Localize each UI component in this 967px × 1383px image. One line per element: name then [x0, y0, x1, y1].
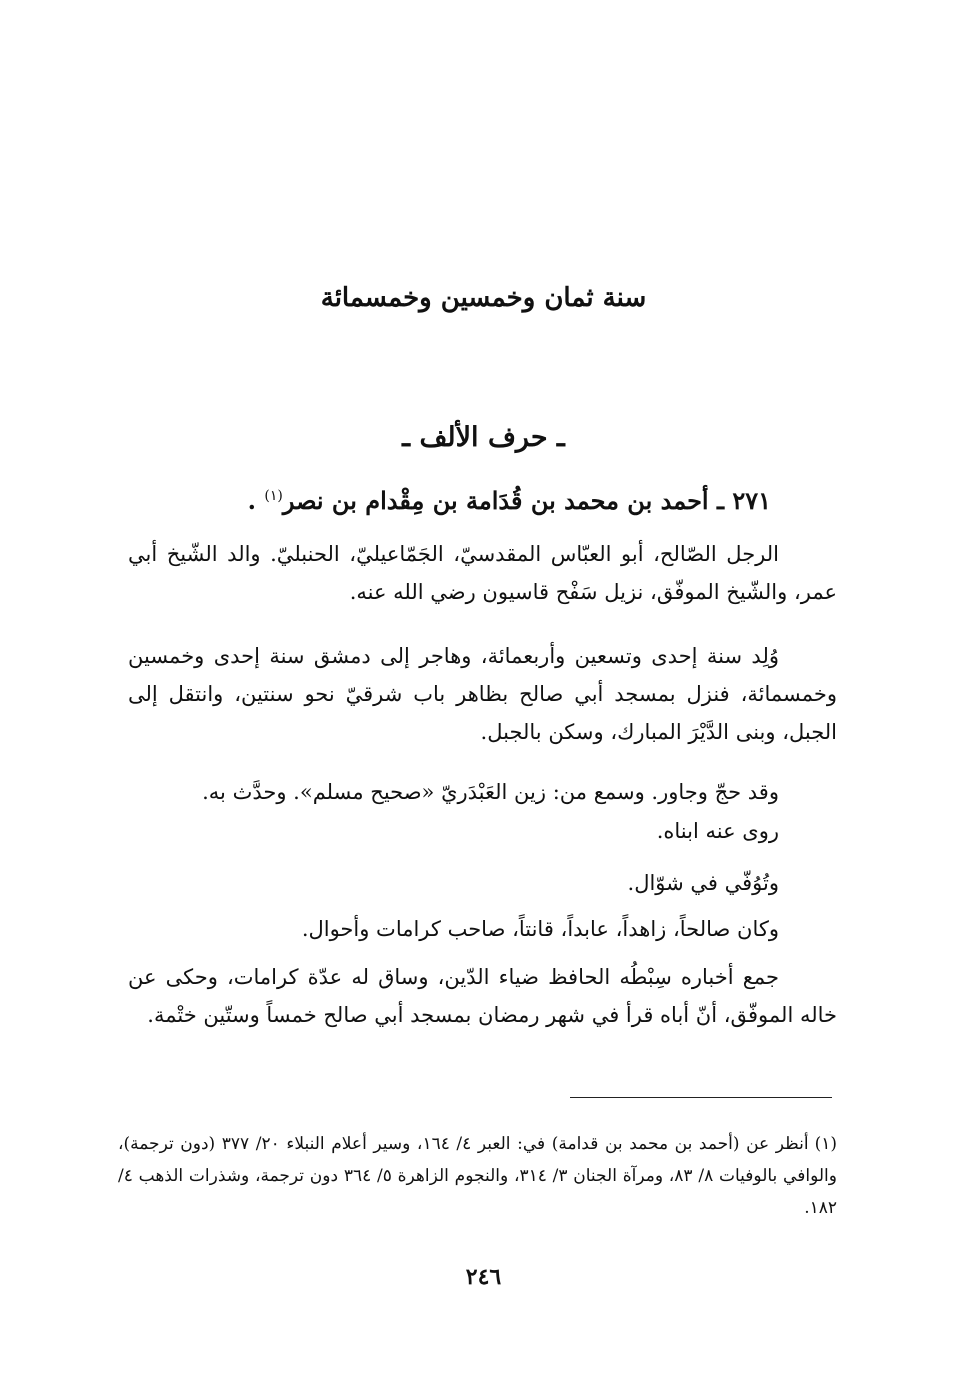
paragraph-3: [128, 773, 837, 811]
year-title: سنة ثمان وخمسين وخمسمائة: [320, 283, 647, 313]
footnote: [118, 1128, 837, 1224]
paragraph-text: جمع أخباره سِبْطُه الحافظ ضياء الدّين، وساق له عدّة كرامات، وحكى عن خاله الموفّق، أنّ أباه قرأ في شهر رمضان بمسجد أبي صالح خمساً وستّين ختْمة.: [128, 965, 837, 1027]
paragraph-6: وكان صالحاً، زاهداً، عابداً، قانتاً، صاحب كرامات وأحوال.: [301, 917, 779, 941]
page-number: ٢٤٦: [465, 1264, 502, 1290]
paragraph-5: وتُوُفّي في شوّال.: [627, 871, 779, 895]
footnote-reference[interactable]: (١): [264, 488, 283, 504]
paragraph-2: [128, 637, 837, 751]
paragraph-7: [128, 958, 837, 1034]
footnote-divider: [570, 1097, 832, 1098]
entry-heading-text: ٢٧١ ـ أحمد بن محمد بن قُدَامة بن مِقْدام بن نصر: [282, 486, 771, 515]
paragraph-4: روى عنه ابناه.: [656, 819, 779, 843]
paragraph-1: [128, 535, 837, 611]
section-title: ـ حرف الألف ـ: [402, 422, 565, 453]
footnote-mark: (١): [814, 1134, 837, 1154]
paragraph-text: الرجل الصّالح، أبو العبّاس المقدسيّ، الجَمّاعيليّ، الحنبليّ. والد الشّيخ أبي عمر، والشّيخ الموفّق، نزيل سَفْح قاسيون رضي الله عنه.: [128, 542, 837, 604]
paragraph-text: وقد حجّ وجاور. وسمع من: زين العَبْدَريّ «صحيح مسلم». وحدَّث به.: [202, 780, 779, 804]
entry-heading-end: .: [247, 486, 265, 515]
entry-heading: [120, 474, 771, 523]
footnote-text: أنظر عن (أحمد بن محمد بن قدامة) في: العبر ٤/ ١٦٤، وسير أعلام النبلاء ٢٠/ ٣٧٧ (دون ترجمة)، والوافي بالوفيات ٨/ ٨٣، ومرآة الجنان ٣/ ٣١٤، والنجوم الزاهرة ٥/ ٣٦٤ دون ترجمة، وشذرات الذهب ٤/ ١٨٢.: [118, 1134, 837, 1218]
paragraph-text: وُلِد سنة إحدى وتسعين وأربعمائة، وهاجر إلى دمشق سنة إحدى وخمسين وخمسمائة، فنزل بمسجد أبي صالح بظاهر باب شرقيّ نحو سنتين، وانتقل إلى الجبل، وبنى الدَّيْرَ المبارك، وسكن بالجبل.: [128, 644, 837, 744]
